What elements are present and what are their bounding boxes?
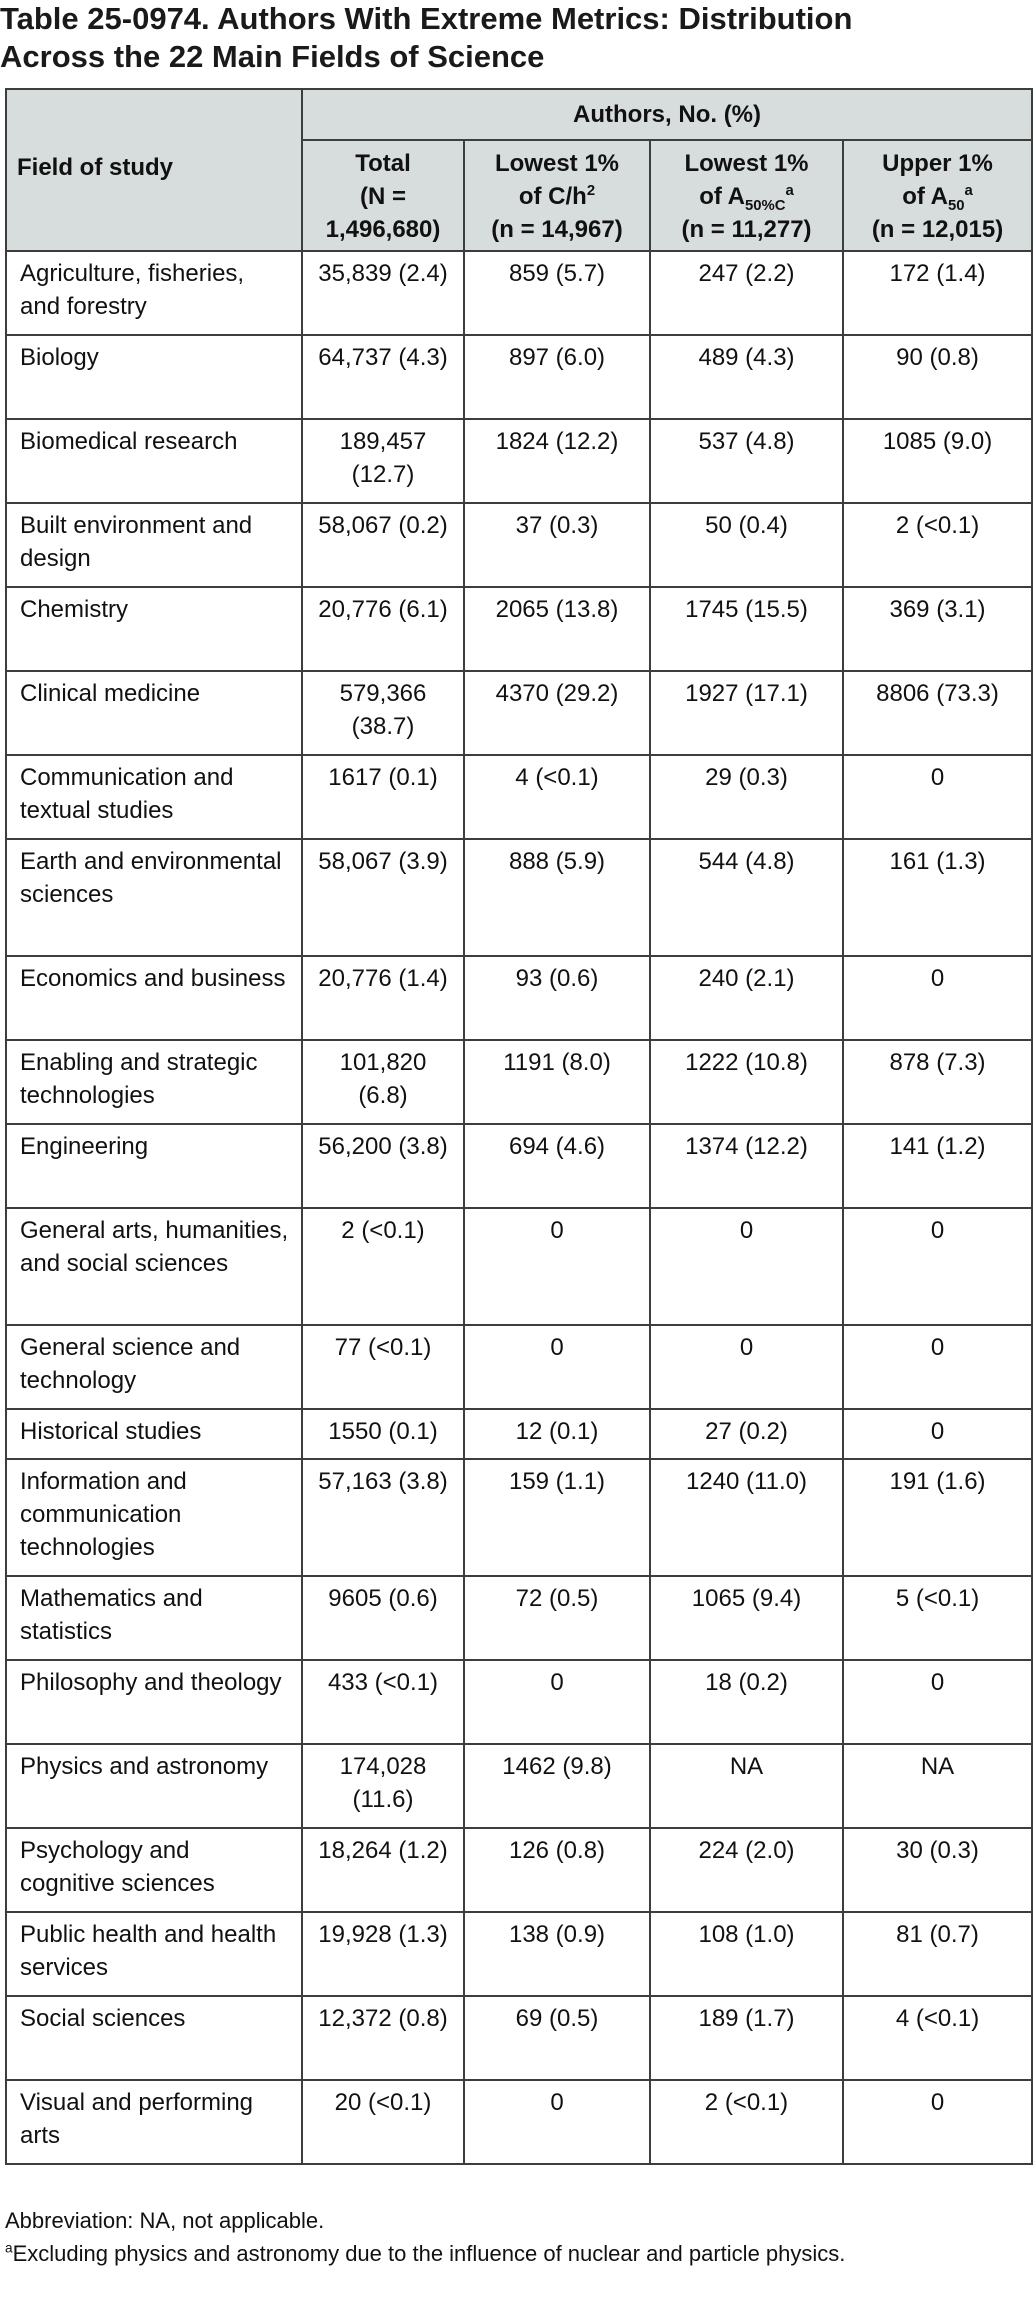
- header-upper-a50-sub: 50: [947, 197, 965, 214]
- cell-total: 77 (<0.1): [302, 1325, 464, 1409]
- header-authors-group: Authors, No. (%): [302, 89, 1032, 140]
- table-row: [6, 587, 1032, 671]
- cell-field: General science and technology: [6, 1325, 302, 1409]
- table-row: [6, 503, 1032, 587]
- cell-lowest-ch: 93 (0.6): [464, 956, 650, 1040]
- cell-field: Philosophy and theology: [6, 1660, 302, 1744]
- header-upper-a50-line1: Upper 1%: [882, 150, 993, 177]
- cell-lowest-a50c: 1927 (17.1): [650, 671, 843, 755]
- cell-total: 58,067 (0.2): [302, 503, 464, 587]
- table-body: [6, 251, 1032, 2164]
- cell-total: 174,028 (11.6): [302, 1744, 464, 1828]
- header-upper-a50: [843, 140, 1032, 251]
- cell-total: 101,820 (6.8): [302, 1040, 464, 1124]
- table-notes: [5, 2204, 1031, 2270]
- table-row: [6, 251, 1032, 335]
- cell-upper-a50: 8806 (73.3): [843, 671, 1032, 755]
- table-row: [6, 839, 1032, 956]
- cell-upper-a50: 172 (1.4): [843, 251, 1032, 335]
- table-row: [6, 671, 1032, 755]
- cell-lowest-a50c: 2 (<0.1): [650, 2080, 843, 2164]
- header-lowest-ch-line1: Lowest 1%: [494, 150, 620, 177]
- cell-lowest-a50c: 0: [650, 1208, 843, 1325]
- table-row: [6, 1409, 1032, 1459]
- table-row: [6, 1744, 1032, 1828]
- header-lowest-ch-sup: 2: [586, 183, 596, 199]
- cell-upper-a50: 5 (<0.1): [843, 1576, 1032, 1660]
- cell-lowest-ch: 1824 (12.2): [464, 419, 650, 503]
- cell-lowest-ch: 72 (0.5): [464, 1576, 650, 1660]
- cell-upper-a50: 369 (3.1): [843, 587, 1032, 671]
- cell-field: Mathematics and statistics: [6, 1576, 302, 1660]
- cell-lowest-a50c: 189 (1.7): [650, 1996, 843, 2080]
- table-row: [6, 1208, 1032, 1325]
- table-row: [6, 1576, 1032, 1660]
- cell-upper-a50: 141 (1.2): [843, 1124, 1032, 1208]
- header-total: [302, 140, 464, 251]
- cell-lowest-a50c: 240 (2.1): [650, 956, 843, 1040]
- cell-field: Biomedical research: [6, 419, 302, 503]
- cell-field: Chemistry: [6, 587, 302, 671]
- header-group-row: [6, 89, 1032, 140]
- cell-lowest-ch: 0: [464, 1660, 650, 1744]
- cell-upper-a50: 0: [843, 1325, 1032, 1409]
- cell-total: 579,366 (38.7): [302, 671, 464, 755]
- cell-lowest-a50c: 247 (2.2): [650, 251, 843, 335]
- header-lowest-ch: [464, 140, 650, 251]
- cell-lowest-a50c: 18 (0.2): [650, 1660, 843, 1744]
- cell-lowest-a50c: 1240 (11.0): [650, 1459, 843, 1576]
- cell-lowest-ch: 888 (5.9): [464, 839, 650, 956]
- cell-upper-a50: 81 (0.7): [843, 1912, 1032, 1996]
- cell-lowest-a50c: 1745 (15.5): [650, 587, 843, 671]
- cell-field: Economics and business: [6, 956, 302, 1040]
- table-row: [6, 1828, 1032, 1912]
- cell-upper-a50: 878 (7.3): [843, 1040, 1032, 1124]
- cell-lowest-a50c: 544 (4.8): [650, 839, 843, 956]
- footnote: [5, 2237, 1031, 2270]
- cell-total: 56,200 (3.8): [302, 1124, 464, 1208]
- cell-lowest-ch: 37 (0.3): [464, 503, 650, 587]
- header-field-of-study: Field of study: [6, 89, 302, 251]
- cell-field: Physics and astronomy: [6, 1744, 302, 1828]
- footnote-text: Excluding physics and astronomy due to the influence of nuclear and particle physics.: [12, 2241, 846, 2266]
- cell-lowest-a50c: 489 (4.3): [650, 335, 843, 419]
- table-row: [6, 1996, 1032, 2080]
- cell-field: General arts, humanities, and social sciences: [6, 1208, 302, 1325]
- cell-lowest-ch: 0: [464, 2080, 650, 2164]
- table-row: [6, 2080, 1032, 2164]
- cell-upper-a50: NA: [843, 1744, 1032, 1828]
- cell-lowest-ch: 138 (0.9): [464, 1912, 650, 1996]
- header-lowest-ch-line3: (n = 14,967): [491, 216, 623, 243]
- cell-total: 1550 (0.1): [302, 1409, 464, 1459]
- cell-field: Visual and performing arts: [6, 2080, 302, 2164]
- header-total-line1: Total: [355, 150, 411, 177]
- table-row: [6, 956, 1032, 1040]
- cell-total: 58,067 (3.9): [302, 839, 464, 956]
- cell-lowest-a50c: 1222 (10.8): [650, 1040, 843, 1124]
- cell-lowest-a50c: 108 (1.0): [650, 1912, 843, 1996]
- header-upper-a50-sup: a: [964, 183, 973, 199]
- header-lowest-a50c-sub: 50%C: [744, 197, 786, 214]
- header-total-line3: 1,496,680): [325, 216, 441, 243]
- cell-upper-a50: 191 (1.6): [843, 1459, 1032, 1576]
- cell-field: Psychology and cognitive sciences: [6, 1828, 302, 1912]
- table-row: [6, 1124, 1032, 1208]
- header-total-line2: (N =: [359, 183, 406, 210]
- cell-lowest-a50c: 27 (0.2): [650, 1409, 843, 1459]
- cell-lowest-ch: 126 (0.8): [464, 1828, 650, 1912]
- cell-lowest-a50c: NA: [650, 1744, 843, 1828]
- cell-upper-a50: 0: [843, 1208, 1032, 1325]
- cell-field: Social sciences: [6, 1996, 302, 2080]
- cell-lowest-ch: 4 (<0.1): [464, 755, 650, 839]
- cell-lowest-a50c: 29 (0.3): [650, 755, 843, 839]
- cell-total: 20,776 (6.1): [302, 587, 464, 671]
- cell-lowest-a50c: 224 (2.0): [650, 1828, 843, 1912]
- table-title: Table 25-0974. Authors With Extreme Metrics: Distribution Across the 22 Main Fields of Science: [0, 1, 853, 74]
- cell-upper-a50: 0: [843, 1660, 1032, 1744]
- header-lowest-a50c-line3: (n = 11,277): [681, 216, 812, 243]
- cell-total: 19,928 (1.3): [302, 1912, 464, 1996]
- header-lowest-a50c-line1: Lowest 1%: [684, 150, 809, 177]
- table-row: [6, 1912, 1032, 1996]
- cell-upper-a50: 1085 (9.0): [843, 419, 1032, 503]
- cell-lowest-ch: 1191 (8.0): [464, 1040, 650, 1124]
- cell-lowest-a50c: 0: [650, 1325, 843, 1409]
- cell-lowest-ch: 69 (0.5): [464, 1996, 650, 2080]
- table-row: [6, 419, 1032, 503]
- cell-lowest-ch: 2065 (13.8): [464, 587, 650, 671]
- header-lowest-ch-line2: of C/h: [518, 183, 587, 210]
- cell-total: 20 (<0.1): [302, 2080, 464, 2164]
- cell-total: 433 (<0.1): [302, 1660, 464, 1744]
- table-row: [6, 1660, 1032, 1744]
- cell-lowest-ch: 4370 (29.2): [464, 671, 650, 755]
- cell-field: Historical studies: [6, 1409, 302, 1459]
- header-upper-a50-line3: (n = 12,015): [871, 216, 1004, 243]
- cell-upper-a50: 4 (<0.1): [843, 1996, 1032, 2080]
- header-lowest-a50c: [650, 140, 843, 251]
- data-table: [5, 88, 1033, 2165]
- cell-lowest-ch: 694 (4.6): [464, 1124, 650, 1208]
- cell-lowest-a50c: 537 (4.8): [650, 419, 843, 503]
- cell-lowest-a50c: 1374 (12.2): [650, 1124, 843, 1208]
- cell-lowest-ch: 0: [464, 1208, 650, 1325]
- cell-upper-a50: 90 (0.8): [843, 335, 1032, 419]
- table-row: [6, 335, 1032, 419]
- cell-field: Enabling and strategic technologies: [6, 1040, 302, 1124]
- cell-upper-a50: 0: [843, 2080, 1032, 2164]
- cell-field: Built environment and design: [6, 503, 302, 587]
- cell-lowest-ch: 859 (5.7): [464, 251, 650, 335]
- cell-upper-a50: 30 (0.3): [843, 1828, 1032, 1912]
- cell-upper-a50: 161 (1.3): [843, 839, 1032, 956]
- header-lowest-a50c-sup: a: [785, 183, 794, 199]
- cell-field: Information and communication technologies: [6, 1459, 302, 1576]
- cell-field: Clinical medicine: [6, 671, 302, 755]
- cell-lowest-a50c: 1065 (9.4): [650, 1576, 843, 1660]
- cell-lowest-ch: 1462 (9.8): [464, 1744, 650, 1828]
- cell-upper-a50: 0: [843, 755, 1032, 839]
- table-row: [6, 755, 1032, 839]
- header-lowest-a50c-line2: of A: [699, 183, 745, 210]
- cell-field: Public health and health services: [6, 1912, 302, 1996]
- cell-total: 35,839 (2.4): [302, 251, 464, 335]
- cell-total: 64,737 (4.3): [302, 335, 464, 419]
- cell-total: 12,372 (0.8): [302, 1996, 464, 2080]
- cell-lowest-ch: 159 (1.1): [464, 1459, 650, 1576]
- cell-field: Agriculture, fisheries, and forestry: [6, 251, 302, 335]
- cell-lowest-ch: 897 (6.0): [464, 335, 650, 419]
- cell-total: 57,163 (3.8): [302, 1459, 464, 1576]
- footnote-marker: a: [5, 2240, 13, 2256]
- table-row: [6, 1040, 1032, 1124]
- cell-total: 189,457 (12.7): [302, 419, 464, 503]
- cell-field: Biology: [6, 335, 302, 419]
- table-row: [6, 1325, 1032, 1409]
- abbreviation-note: Abbreviation: NA, not applicable.: [5, 2208, 325, 2233]
- cell-field: Communication and textual studies: [6, 755, 302, 839]
- cell-total: 20,776 (1.4): [302, 956, 464, 1040]
- cell-total: 1617 (0.1): [302, 755, 464, 839]
- cell-lowest-a50c: 50 (0.4): [650, 503, 843, 587]
- cell-total: 9605 (0.6): [302, 1576, 464, 1660]
- cell-field: Engineering: [6, 1124, 302, 1208]
- cell-upper-a50: 0: [843, 1409, 1032, 1459]
- cell-field: Earth and environmental sciences: [6, 839, 302, 956]
- table-row: [6, 1459, 1032, 1576]
- cell-upper-a50: 2 (<0.1): [843, 503, 1032, 587]
- cell-lowest-ch: 0: [464, 1325, 650, 1409]
- table-header: [6, 89, 1032, 251]
- header-upper-a50-line2: of A: [902, 183, 948, 210]
- cell-lowest-ch: 12 (0.1): [464, 1409, 650, 1459]
- cell-total: 2 (<0.1): [302, 1208, 464, 1325]
- cell-total: 18,264 (1.2): [302, 1828, 464, 1912]
- cell-upper-a50: 0: [843, 956, 1032, 1040]
